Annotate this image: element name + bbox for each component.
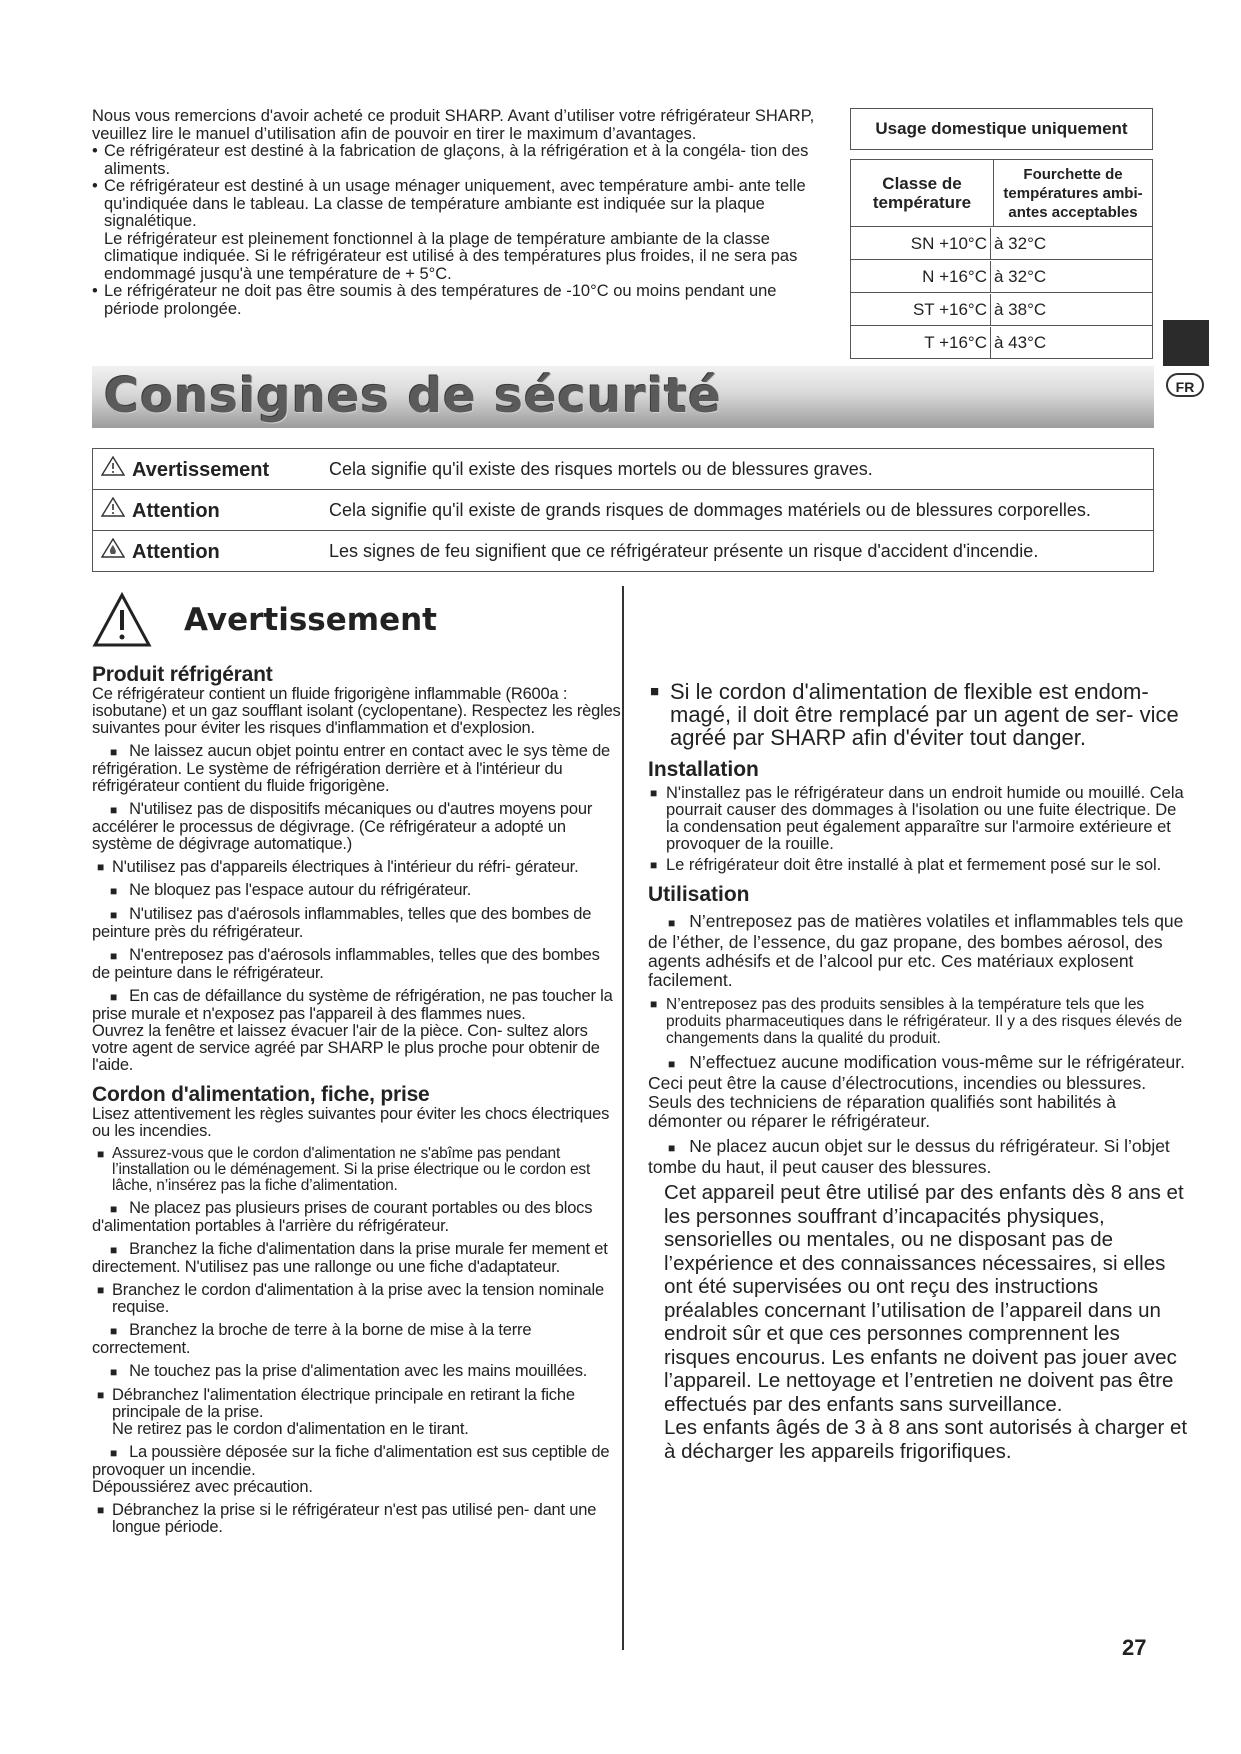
intro-bullet: • Ce réfrigérateur est destiné à un usage ménager uniquement, avec température ambi- ante telle qu'indiquée dans le tableau. La classe de température ambiante est indiquée sur la plaque signalétique. Le réfrigérateur est pleinement fonctionnel à la plage de température ambiante de la classe climatique indiquée. Si le réfrigérateur est utilisé à des températures plus froides, il ne sera pas endommagé jusqu'à une température de + 5°C. (92, 177, 806, 283)
page-number: 27 (1122, 1635, 1147, 1660)
list-item-text: Ne retirez pas le cordon d'alimentation en le tirant. (112, 1420, 469, 1438)
legend-key: Avertissement (132, 459, 270, 481)
legend-key: Attention (132, 500, 220, 522)
list-item: ■ Ne placez pas plusieurs prises de courant portables ou des blocs d'alimentation portables à l'arrière du réfrigérateur. (92, 1199, 593, 1235)
list-item: ■ Ne touchez pas la prise d'alimentation avec les mains mouillées. (110, 1362, 588, 1380)
temperature-table (850, 159, 1153, 359)
section-intro: Ce réfrigérateur contient un fluide frigorigène inflammable (R600a : isobutane) et un gaz soufflant isolant (cyclopentane). Respectez les règles suivantes pour éviter les risques d'inflammation et d'explosion. (92, 685, 621, 737)
list-item-text: Ouvrez la fenêtre et laissez évacuer l'air de la pièce. Con- sultez alors votre agent de service agréé par SHARP le plus proche pour obtenir de l'aide. (92, 1022, 600, 1074)
list-item-text: Débranchez la prise si le réfrigérateur n'est pas utilisé pen- dant une longue période. (112, 1501, 597, 1536)
children-paragraph (648, 1181, 1188, 1463)
list-item-text: Débranchez l'alimentation électrique principale en retirant la fiche principale de la prise. (112, 1386, 575, 1421)
list-item: ■ N'utilisez pas d'aérosols inflammables, telles que des bombes de peinture près du réfrigérateur. (92, 905, 592, 941)
list-item-text: N'entreposez pas d'aérosols inflammables, telles que des bombes de peinture dans le réfrigérateur. (92, 946, 600, 982)
list-item-text: Ne placez aucun objet sur le dessus du réfrigérateur. Si l’objet tombe du haut, il peut causer des blessures. (648, 1136, 1170, 1177)
warning-heading (92, 588, 437, 652)
right-column (648, 680, 1188, 1463)
intro-bullet-text: Le réfrigérateur est pleinement fonctionnel à la plage de température ambiante de la classe climatique indiquée. Si le réfrigérateur est utilisé à des températures plus froides, il ne sera pas endommagé jusqu'à une température de + 5°C. (104, 229, 798, 283)
page-title: Consignes de sécurité (104, 368, 722, 424)
range-cell: à 43°C (994, 332, 1047, 352)
intro-text (92, 108, 822, 318)
range-cell: à 32°C (994, 266, 1047, 286)
col-class-header: Classe de température (851, 160, 994, 227)
section-intro: Lisez attentivement les règles suivantes pour éviter les chocs électriques ou les incendies. (92, 1105, 610, 1140)
language-badge: FR (1166, 373, 1204, 397)
list-item-text: N’entreposez pas de matières volatiles et inflammables tels que de l’éther, de l’essence, du gaz propane, des bombes aérosol, des agents adhésifs et de l’alcool pur etc. Ces matériaux explosent facilement. (648, 911, 1184, 990)
intro-bullet: • Ce réfrigérateur est destiné à la fabrication de glaçons, à la réfrigération et à la congéla- tion des aliments. (92, 142, 809, 178)
warning-triangle-icon (92, 592, 152, 648)
class-cell: ST +16°C (851, 294, 991, 325)
legend-row (93, 490, 1154, 531)
list-item: ■ Ne placez aucun objet sur le dessus du réfrigérateur. Si l’objet tombe du haut, il peut causer des blessures. (648, 1136, 1170, 1177)
list-item-text: Assurez-vous que le cordon d'alimentation ne s'abîme pas pendant l’installation ou le déménagement. Si la prise électrique ou le cordon est lâche, n’insérez pas la fiche d’alimentation. (112, 1145, 591, 1194)
table-row (851, 326, 1153, 359)
section-title: Utilisation (648, 883, 750, 906)
list-item-text: Ne touchez pas la prise d'alimentation avec les mains mouillées. (129, 1362, 588, 1380)
list-item-text: En cas de défaillance du système de réfrigération, ne pas toucher la prise murale et n'exposez pas l'appareil à des flammes nues. (92, 987, 613, 1023)
list-item: ■ Branchez la fiche d'alimentation dans la prise murale fer mement et directement. N'utilisez pas une rallonge ou une fiche d'adaptateur. (92, 1240, 608, 1276)
list-item-text: Branchez la broche de terre à la borne de mise à la terre correctement. (92, 1321, 532, 1357)
list-item-text: N'installez pas le réfrigérateur dans un endroit humide ou mouillé. Cela pourrait causer des dommages à l'isolation ou une fuite électrique. De la condensation peut également apparaître sur l'armoire extérieure et provoquer de la rouille. (666, 784, 1184, 853)
list-item-text: N'utilisez pas d'aérosols inflammables, telles que des bombes de peinture près du réfrigérateur. (92, 905, 592, 941)
section-title: Produit réfrigérant (92, 663, 273, 686)
legend-key-cell (93, 490, 316, 531)
list-item: ■ Ne laissez aucun objet pointu entrer en contact avec le sys tème de réfrigération. Le système de réfrigération derrière et à l'intérieur du réfrigérateur contient du fluide frigorigène. (92, 742, 611, 795)
intro-bullet-text: Ce réfrigérateur est destiné à un usage ménager uniquement, avec température ambi- ante telle qu'indiquée dans le tableau. La classe de température ambiante est indiquée sur la plaque signalétique. (104, 177, 806, 230)
list-item-text: Ne bloquez pas l'espace autour du réfrigérateur. (129, 881, 472, 899)
list-item: ■ Débranchez la prise si le réfrigérateur n'est pas utilisé pen- dant une longue période. (97, 1501, 597, 1536)
class-cell: T +16°C (851, 327, 991, 358)
list-item: ■ Débranchez l'alimentation électrique principale en retirant la fiche principale de la prise. Ne retirez pas le cordon d'alimentation en le tirant. (97, 1386, 575, 1438)
list-item: ■ Assurez-vous que le cordon d'alimentation ne s'abîme pas pendant l’installation ou le déménagement. Si la prise électrique ou le cordon est lâche, n’insérez pas la fiche d’alimentation. (97, 1145, 591, 1194)
intro-paragraph: Nous vous remercions d'avoir acheté ce produit SHARP. Avant d’utiliser votre réfrigérateur SHARP, veuillez lire le manuel d’utilisation afin de pouvoir en tirer le maximum d’avantages. (92, 107, 815, 143)
table-row (851, 260, 1153, 293)
legend-key: Attention (132, 541, 220, 563)
list-item-text: N’entreposez pas des produits sensibles à la température tels que les produits pharmaceutiques dans le réfrigérateur. Il y a des risques élevés de changements dans la qualité du produit. (666, 996, 1183, 1047)
col-range-header: Fourchette de températures ambi- antes acceptables (994, 160, 1153, 227)
side-tab (1163, 320, 1209, 366)
list-item-text: N'utilisez pas d'appareils électriques à l'intérieur du réfri- gérateur. (112, 858, 579, 876)
list-item-text: Dépoussiérez avec précaution. (92, 1478, 313, 1496)
table-row (851, 227, 1153, 260)
intro-bullet: • Le réfrigérateur ne doit pas être soumis à des températures de -10°C ou moins pendant une période prolongée. (92, 282, 777, 318)
range-cell: à 38°C (994, 299, 1047, 319)
range-cell: à 32°C (994, 233, 1047, 253)
symbol-legend (92, 448, 1154, 572)
list-item: ■ N'utilisez pas de dispositifs mécaniques ou d'autres moyens pour accélérer le processus de dégivrage. (Ce réfrigérateur a adopté un système de dégivrage automatique.) (92, 800, 593, 853)
intro-bullet-text: Le réfrigérateur ne doit pas être soumis à des températures de -10°C ou moins pendant une période prolongée. (104, 282, 777, 318)
caution-triangle-icon (94, 497, 132, 523)
intro-bullet-text: Ce réfrigérateur est destiné à la fabrication de glaçons, à la réfrigération et à la congéla- tion des aliments. (104, 142, 809, 178)
children-text: Cet appareil peut être utilisé par des enfants dès 8 ans et les personnes souffrant d’incapacités physiques, sensorielles ou mentales, ou ne disposant pas de l’expérience et des connaissances nécessaires, si elles ont été supervisées ou ont reçu des instructions préalables concernant l’utilisation de l’appareil dans un endroit sûr et que ces personnes comprennent les risques encourus. Les enfants ne doivent pas jouer avec l’appareil. Le nettoyage et l’entretien ne doivent pas être effectués par des enfants sans surveillance. (664, 1181, 1184, 1416)
list-item-text: N’effectuez aucune modification vous-même sur le réfrigérateur. Ceci peut être la cause d’électrocutions, incendies ou blessures. Seuls des techniciens de réparation qualifiés sont habilités à démonter ou réparer le réfrigérateur. (648, 1052, 1186, 1131)
list-item: ■ En cas de défaillance du système de réfrigération, ne pas toucher la prise murale et n'exposez pas l'appareil à des flammes nues. Ouvrez la fenêtre et laissez évacuer l'air de la pièce. Con- sultez alors votre agent de service agréé par SHARP le plus proche pour obtenir de l'aide. (92, 987, 613, 1074)
legend-row (93, 449, 1154, 490)
class-cell: N +16°C (851, 261, 991, 292)
children-text: Les enfants âgés de 3 à 8 ans sont autorisés à charger et à décharger les appareils frigorifiques. (664, 1416, 1188, 1463)
list-item: ■ N'entreposez pas d'aérosols inflammables, telles que des bombes de peinture dans le réfrigérateur. (92, 946, 600, 982)
list-item-text: Ne placez pas plusieurs prises de courant portables ou des blocs d'alimentation portables à l'arrière du réfrigérateur. (92, 1199, 593, 1235)
list-item: ■ La poussière déposée sur la fiche d'alimentation est sus ceptible de provoquer un incendie. Dépoussiérez avec précaution. (92, 1443, 610, 1496)
list-item: ■ Branchez le cordon d'alimentation à la prise avec la tension nominale requise. (97, 1281, 604, 1316)
warning-triangle-icon (94, 456, 132, 482)
column-divider (622, 586, 624, 1650)
list-item-text: Ne laissez aucun objet pointu entrer en contact avec le sys tème de réfrigération. Le système de réfrigération derrière et à l'intérieur du réfrigérateur contient du fluide frigorigène. (92, 742, 611, 795)
list-item-text: La poussière déposée sur la fiche d'alimentation est sus ceptible de provoquer un incendie. (92, 1443, 610, 1479)
lead-item-text: Si le cordon d'alimentation de flexible est endom- magé, il doit être remplacé par un agent de ser- vice agréé par SHARP afin d'éviter tout danger. (670, 679, 1179, 750)
list-item: ■ N’entreposez pas des produits sensibles à la température tels que les produits pharmaceutiques dans le réfrigérateur. Il y a des risques élevés de changements dans la qualité du produit. (650, 996, 1183, 1047)
legend-row (93, 531, 1154, 572)
section-title: Installation (648, 758, 759, 781)
list-item: ■ N’entreposez pas de matières volatiles et inflammables tels que de l’éther, de l’essence, du gaz propane, des bombes aérosol, des agents adhésifs et de l’alcool pur etc. Ces matériaux explosent facilement. (648, 911, 1184, 990)
legend-key-cell (93, 449, 316, 490)
list-item: ■ N'installez pas le réfrigérateur dans un endroit humide ou mouillé. Cela pourrait causer des dommages à l'isolation ou une fuite électrique. De la condensation peut également apparaître sur l'armoire extérieure et provoquer de la rouille. (650, 784, 1184, 853)
lead-item: ■ Si le cordon d'alimentation de flexible est endom- magé, il doit être remplacé par un agent de ser- vice agréé par SHARP afin d'éviter tout danger. (650, 679, 1179, 750)
section-title: Cordon d'alimentation, fiche, prise (92, 1083, 430, 1106)
usage-box: Usage domestique uniquement (850, 108, 1153, 150)
list-item: ■ Branchez la broche de terre à la borne de mise à la terre correctement. (92, 1321, 532, 1357)
class-cell: SN +10°C (851, 228, 991, 259)
list-item-text: Branchez la fiche d'alimentation dans la prise murale fer mement et directement. N'utilisez pas une rallonge ou une fiche d'adaptateur. (92, 1240, 608, 1276)
list-item-text: Branchez le cordon d'alimentation à la prise avec la tension nominale requise. (112, 1281, 604, 1316)
table-row (851, 293, 1153, 326)
list-item-text: Le réfrigérateur doit être installé à plat et fermement posé sur le sol. (666, 856, 1162, 874)
list-item: ■ N'utilisez pas d'appareils électriques à l'intérieur du réfri- gérateur. (97, 858, 579, 876)
list-item: ■ N’effectuez aucune modification vous-même sur le réfrigérateur. Ceci peut être la cause d’électrocutions, incendies ou blessures. Seuls des techniciens de réparation qualifiés sont habilités à démonter ou réparer le réfrigérateur. (648, 1052, 1186, 1131)
list-item-text: N'utilisez pas de dispositifs mécaniques ou d'autres moyens pour accélérer le processus de dégivrage. (Ce réfrigérateur a adopté un système de dégivrage automatique.) (92, 800, 593, 853)
left-column (92, 662, 622, 1536)
legend-text: Les signes de feu signifient que ce réfrigérateur présente un risque d'accident d'incendie. (315, 531, 1154, 572)
list-item: ■ Ne bloquez pas l'espace autour du réfrigérateur. (110, 881, 472, 899)
legend-text: Cela signifie qu'il existe de grands risques de dommages matériels ou de blessures corporelles. (315, 490, 1154, 531)
title-banner (92, 366, 1154, 428)
fire-triangle-icon (94, 538, 132, 564)
warning-heading-text: Avertissement (184, 602, 437, 638)
legend-key-cell (93, 531, 316, 572)
legend-text: Cela signifie qu'il existe des risques mortels ou de blessures graves. (315, 449, 1154, 490)
list-item: ■ Le réfrigérateur doit être installé à plat et fermement posé sur le sol. (650, 856, 1162, 874)
